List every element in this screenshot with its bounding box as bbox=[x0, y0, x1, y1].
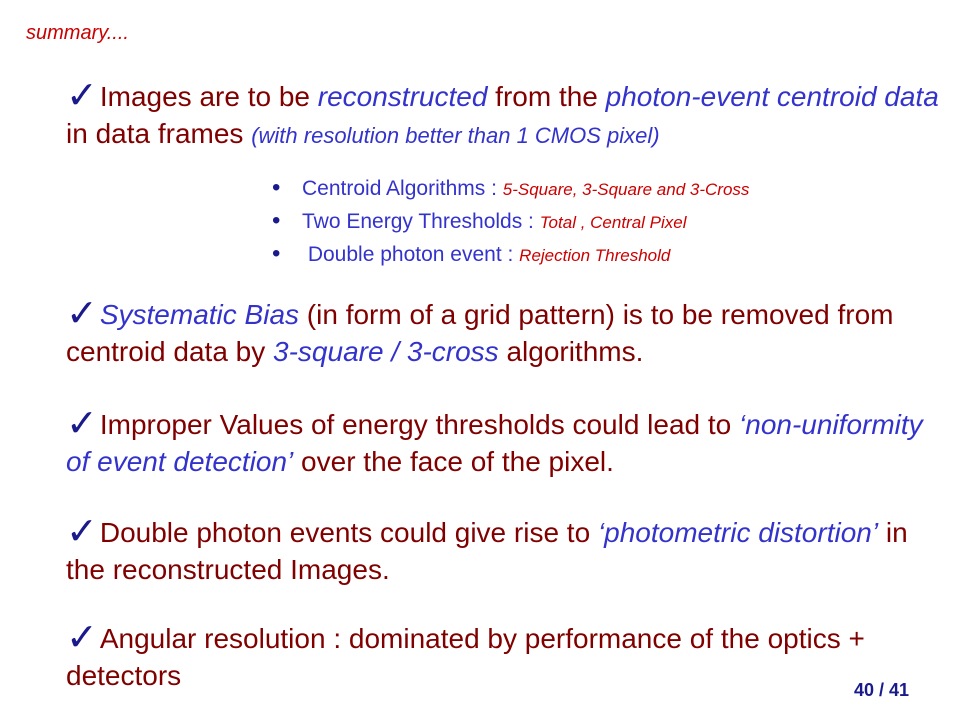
bullet-icon: • bbox=[272, 174, 281, 201]
sub-bullet-item bbox=[272, 207, 932, 240]
page-number: 40 / 41 bbox=[854, 680, 910, 700]
checkmark-icon: ✓ bbox=[66, 617, 98, 659]
sub-bullet-item bbox=[272, 174, 932, 207]
point-emphasis: reconstructed bbox=[317, 81, 488, 112]
point-text: in the reconstructed Images. bbox=[66, 517, 908, 585]
point-text: in data frames bbox=[66, 118, 252, 149]
slide-header: summary.... bbox=[26, 22, 129, 44]
point-emphasis: photon-event centroid data bbox=[605, 81, 939, 112]
sub-bullet-label: Two Energy Thresholds : bbox=[302, 210, 540, 233]
point-double-photon bbox=[66, 511, 946, 588]
sub-bullet-detail: 5-Square, 3-Square and 3-Cross bbox=[502, 180, 750, 199]
sub-bullet-detail: Total , Central Pixel bbox=[539, 213, 687, 232]
bullet-icon: • bbox=[272, 240, 281, 267]
point-emphasis: ‘photometric distortion’ bbox=[597, 517, 879, 548]
point-text: Angular resolution : dominated by performance of the optics + detectors bbox=[66, 623, 865, 691]
point-text: Double photon events could give rise to bbox=[99, 517, 598, 548]
point-angular-resolution bbox=[66, 617, 946, 694]
checkmark-icon: ✓ bbox=[66, 293, 98, 335]
point-text: algorithms. bbox=[498, 336, 644, 367]
point-energy-thresholds bbox=[66, 403, 946, 480]
point-emphasis: 3-square / 3-cross bbox=[273, 336, 499, 367]
point-text: Images are to be bbox=[99, 81, 318, 112]
point-systematic-bias bbox=[66, 293, 946, 370]
sub-bullet-item bbox=[272, 240, 932, 273]
point-images-reconstruction bbox=[66, 75, 946, 154]
point-text: from the bbox=[487, 81, 606, 112]
bullet-icon: • bbox=[272, 207, 281, 234]
checkmark-icon: ✓ bbox=[66, 403, 98, 445]
point-note: (with resolution better than 1 CMOS pixel) bbox=[251, 123, 660, 148]
sub-bullet-label: Double photon event : bbox=[302, 243, 520, 266]
point-text: over the face of the pixel. bbox=[293, 446, 614, 477]
point-text: (in form of a grid pattern) is to be removed from centroid data by bbox=[66, 299, 894, 367]
checkmark-icon: ✓ bbox=[66, 511, 98, 553]
sub-bullet-list bbox=[272, 174, 932, 273]
point-text: Improper Values of energy thresholds could lead to bbox=[99, 409, 740, 440]
point-emphasis: Systematic Bias bbox=[99, 299, 300, 330]
checkmark-icon: ✓ bbox=[66, 75, 98, 117]
sub-bullet-label: Centroid Algorithms : bbox=[302, 177, 503, 200]
point-emphasis: ‘non-uniformity of event detection’ bbox=[66, 409, 923, 477]
sub-bullet-detail: Rejection Threshold bbox=[519, 246, 671, 265]
